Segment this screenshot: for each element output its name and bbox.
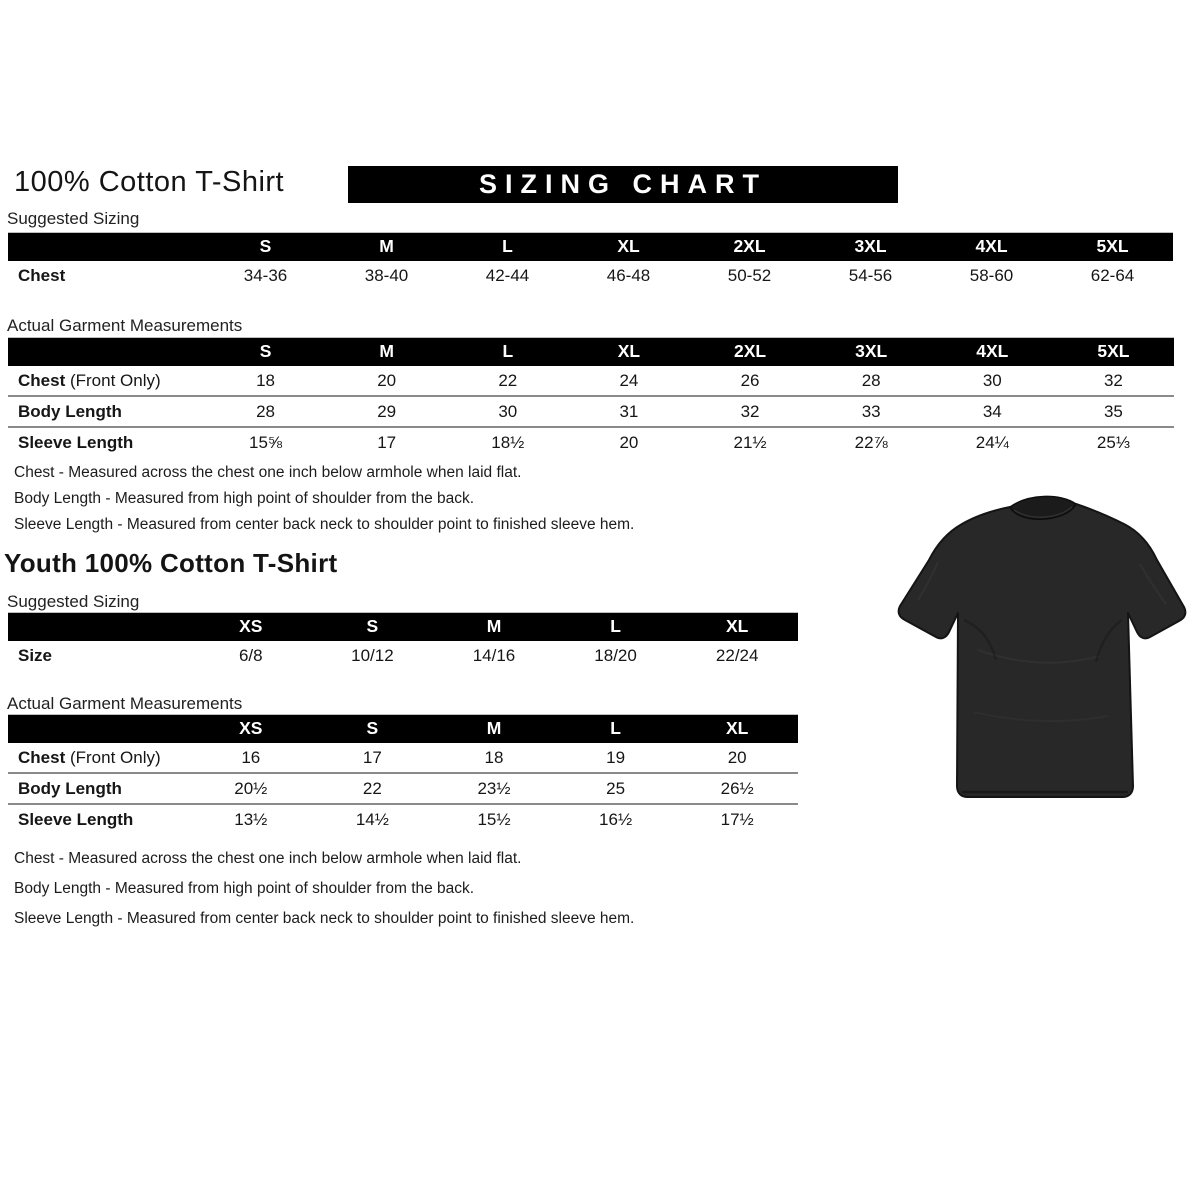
youth-measurement-notes bbox=[14, 844, 634, 934]
size-column-header: XL bbox=[676, 715, 798, 744]
adult-suggested-sizing-label: Suggested Sizing bbox=[7, 209, 140, 228]
table-cell: 14/16 bbox=[472, 646, 516, 665]
size-column-header: 4XL bbox=[931, 233, 1052, 262]
table-cell: 25 bbox=[555, 773, 677, 804]
size-column-header: 2XL bbox=[690, 338, 811, 367]
youth-section-title: Youth 100% Cotton T-Shirt bbox=[4, 548, 338, 578]
note-chest: Chest - Measured across the chest one inch below armhole when laid flat. bbox=[14, 464, 522, 481]
size-column-header: M bbox=[433, 613, 555, 642]
table-cell: 10/12 bbox=[351, 646, 394, 665]
table-cell: 62-64 bbox=[1090, 266, 1135, 285]
row-label: Sleeve Length bbox=[8, 804, 190, 834]
table-row bbox=[8, 366, 1174, 396]
size-header-row bbox=[8, 715, 798, 744]
size-column-header: S bbox=[312, 613, 434, 642]
table-cell: 42-44 bbox=[485, 266, 530, 285]
table-cell: 20 bbox=[568, 427, 689, 457]
table-cell: 18 bbox=[256, 371, 276, 390]
table-cell: 50-52 bbox=[727, 266, 772, 285]
table-row bbox=[8, 773, 798, 804]
adult-actual-measurements-label: Actual Garment Measurements bbox=[7, 316, 243, 335]
row-label: Chest bbox=[18, 266, 66, 285]
table-cell: 22/24 bbox=[715, 646, 759, 665]
size-column-header: 5XL bbox=[1053, 338, 1174, 367]
table-cell: 22 bbox=[498, 371, 518, 390]
size-column-header: 2XL bbox=[689, 233, 810, 262]
table-cell: 14½ bbox=[312, 804, 434, 834]
table-cell: 17 bbox=[326, 427, 447, 457]
youth-actual-measurements-table bbox=[8, 714, 798, 834]
size-header-spacer bbox=[8, 338, 205, 367]
row-label: Body Length bbox=[8, 396, 205, 427]
table-cell: 33 bbox=[811, 396, 932, 427]
row-label: Chest (Front Only) bbox=[18, 748, 161, 767]
table-row bbox=[8, 743, 798, 773]
size-column-header: M bbox=[326, 338, 447, 367]
table-cell: 35 bbox=[1053, 396, 1174, 427]
row-label: Chest (Front Only) bbox=[18, 371, 161, 390]
table-row bbox=[8, 396, 1174, 427]
table-cell: 26½ bbox=[676, 773, 798, 804]
size-column-header: XL bbox=[568, 338, 689, 367]
table-cell: 16½ bbox=[555, 804, 677, 834]
table-cell: 23½ bbox=[433, 773, 555, 804]
size-column-header: 3XL bbox=[810, 233, 931, 262]
table-cell: 34 bbox=[932, 396, 1053, 427]
table-cell: 13½ bbox=[190, 804, 312, 834]
table-cell: 15½ bbox=[433, 804, 555, 834]
table-cell: 6/8 bbox=[238, 646, 263, 665]
size-column-header: XS bbox=[190, 613, 312, 642]
note-body-length: Body Length - Measured from high point of shoulder from the back. bbox=[14, 880, 475, 897]
table-cell: 15⅝ bbox=[205, 427, 326, 457]
adult-suggested-sizing-table bbox=[8, 232, 1173, 290]
table-cell: 30 bbox=[447, 396, 568, 427]
table-cell: 20 bbox=[377, 371, 397, 390]
size-header-spacer bbox=[8, 715, 190, 744]
row-label: Body Length bbox=[8, 773, 190, 804]
table-cell: 28 bbox=[861, 371, 881, 390]
tshirt-product-image bbox=[878, 470, 1198, 830]
size-column-header: L bbox=[555, 613, 677, 642]
table-row bbox=[8, 641, 798, 670]
adult-actual-measurements-table bbox=[8, 337, 1174, 457]
size-column-header: XS bbox=[190, 715, 312, 744]
youth-actual-measurements-label: Actual Garment Measurements bbox=[7, 694, 243, 713]
row-label: Size bbox=[18, 646, 53, 665]
size-header-row bbox=[8, 613, 798, 642]
table-cell: 18½ bbox=[447, 427, 568, 457]
table-cell: 26 bbox=[740, 371, 760, 390]
size-header-spacer bbox=[8, 233, 205, 262]
note-sleeve-length: Sleeve Length - Measured from center back neck to shoulder point to finished sleeve hem. bbox=[14, 516, 635, 533]
sizing-chart-banner: SIZING CHART bbox=[348, 166, 898, 203]
size-header-spacer bbox=[8, 613, 190, 642]
table-cell: 16 bbox=[241, 748, 261, 767]
table-cell: 24¼ bbox=[932, 427, 1053, 457]
size-column-header: 5XL bbox=[1052, 233, 1173, 262]
table-cell: 19 bbox=[606, 748, 626, 767]
table-cell: 34-36 bbox=[243, 266, 288, 285]
table-cell: 18/20 bbox=[594, 646, 637, 665]
table-row bbox=[8, 261, 1173, 290]
note-sleeve-length: Sleeve Length - Measured from center back neck to shoulder point to finished sleeve hem. bbox=[14, 910, 635, 927]
table-row bbox=[8, 804, 798, 834]
size-column-header: L bbox=[447, 338, 568, 367]
table-cell: 25⅓ bbox=[1053, 427, 1174, 457]
size-column-header: XL bbox=[676, 613, 798, 642]
table-cell: 38-40 bbox=[364, 266, 409, 285]
table-row bbox=[8, 427, 1174, 457]
table-cell: 21½ bbox=[690, 427, 811, 457]
table-cell: 54-56 bbox=[848, 266, 893, 285]
size-column-header: 3XL bbox=[811, 338, 932, 367]
size-column-header: 4XL bbox=[932, 338, 1053, 367]
table-cell: 32 bbox=[1103, 371, 1123, 390]
table-cell: 20½ bbox=[190, 773, 312, 804]
youth-suggested-sizing-table bbox=[8, 612, 798, 670]
size-column-header: S bbox=[312, 715, 434, 744]
row-label: Sleeve Length bbox=[8, 427, 205, 457]
table-cell: 18 bbox=[484, 748, 504, 767]
note-body-length: Body Length - Measured from high point of shoulder from the back. bbox=[14, 490, 475, 507]
table-cell: 20 bbox=[727, 748, 747, 767]
table-cell: 22⅞ bbox=[811, 427, 932, 457]
table-cell: 17 bbox=[362, 748, 382, 767]
size-column-header: L bbox=[555, 715, 677, 744]
table-cell: 17½ bbox=[676, 804, 798, 834]
size-column-header: S bbox=[205, 233, 326, 262]
table-cell: 29 bbox=[326, 396, 447, 427]
size-header-row bbox=[8, 233, 1173, 262]
table-cell: 58-60 bbox=[969, 266, 1014, 285]
size-header-row bbox=[8, 338, 1174, 367]
note-chest: Chest - Measured across the chest one inch below armhole when laid flat. bbox=[14, 850, 522, 867]
size-column-header: M bbox=[433, 715, 555, 744]
size-column-header: L bbox=[447, 233, 568, 262]
table-cell: 46-48 bbox=[606, 266, 651, 285]
size-column-header: XL bbox=[568, 233, 689, 262]
size-column-header: M bbox=[326, 233, 447, 262]
black-tshirt-icon bbox=[878, 470, 1198, 830]
size-column-header: S bbox=[205, 338, 326, 367]
youth-suggested-sizing-label: Suggested Sizing bbox=[7, 592, 140, 611]
table-cell: 24 bbox=[619, 371, 639, 390]
adult-measurement-notes bbox=[14, 460, 634, 538]
table-cell: 22 bbox=[312, 773, 434, 804]
table-cell: 28 bbox=[205, 396, 326, 427]
table-cell: 31 bbox=[568, 396, 689, 427]
table-cell: 32 bbox=[690, 396, 811, 427]
table-cell: 30 bbox=[982, 371, 1002, 390]
adult-section-title: 100% Cotton T-Shirt bbox=[14, 166, 285, 198]
